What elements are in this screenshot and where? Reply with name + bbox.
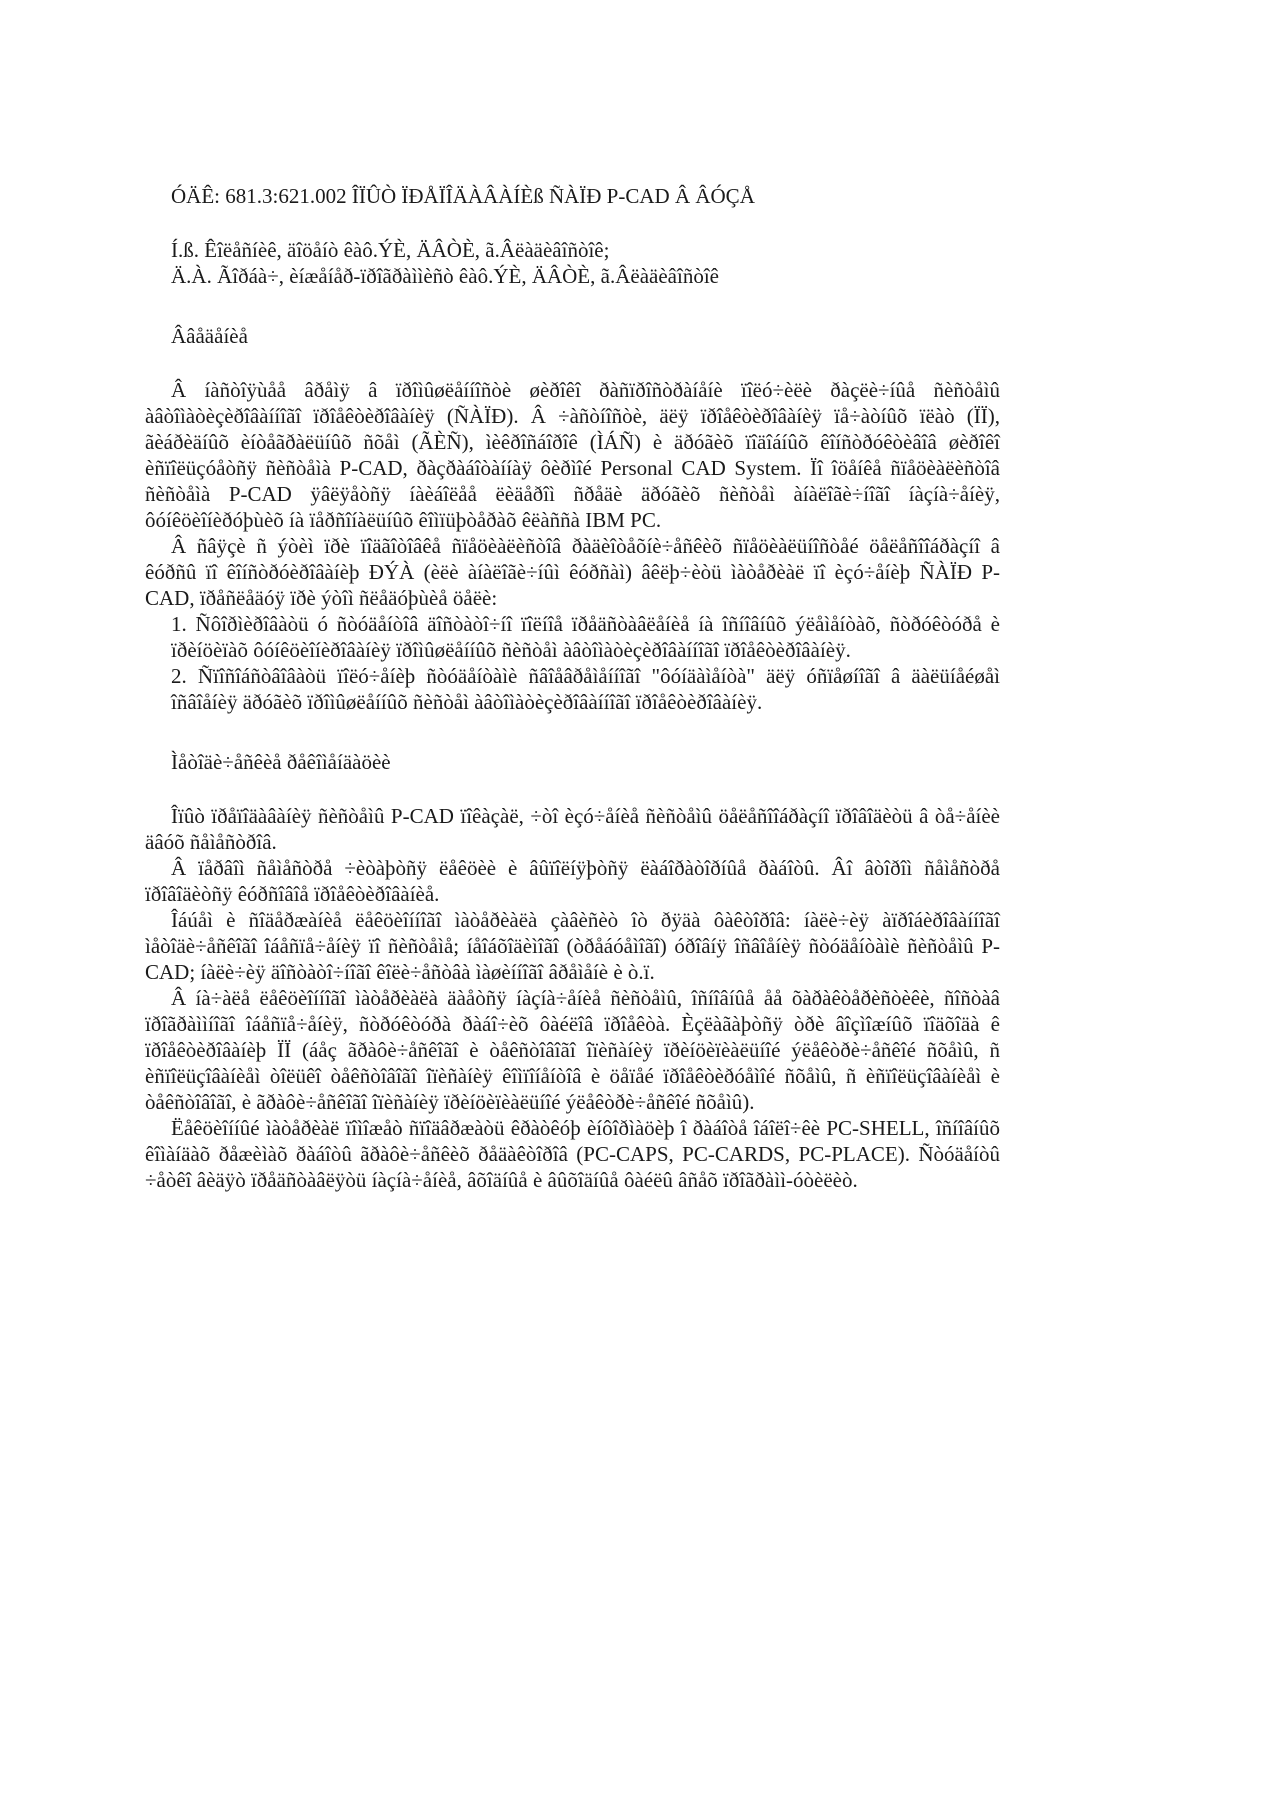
paragraph: Â ïåðâîì ñåìåñòðå ÷èòàþòñÿ ëåêöèè è âûïîëíÿþòñÿ ëàáîðàòîðíûå ðàáîòû. Âî âòîðîì ñåìåñòðå ïðîâîäèòñÿ êóðñîâîå ïðîåêòèðîâàíèå. xyxy=(145,856,1000,906)
section-recommendations xyxy=(145,803,1000,1193)
udk-title-line: ÓÄÊ: 681.3:621.002 ÎÏÛÒ ÏÐÅÏÎÄÀÂÀÍÈß ÑÀÏÐ P-CAD Â ÂÓÇÅ xyxy=(171,184,755,208)
paragraph: Â íàñòîÿùåå âðåìÿ â ïðîìûøëåííîñòè øèðîêî ðàñïðîñòðàíåíè ïîëó÷èëè ðàçëè÷íûå ñèñòåìû àâòîìàòèçèðîâàííîãî ïðîåêòèðîâàíèÿ (ÑÀÏÐ). Â ÷àñòíîñòè, äëÿ ïðîåêòèðîâàíèÿ ïå÷àòíûõ ïëàò (ÏÏ), ãèáðèäíûõ èíòåãðàëüíûõ ñõåì (ÃÈÑ), ìèêðîñáîðîê (ÌÁÑ) è äðóãèõ ïîäîáíûõ êîíñòðóêòèâîâ øèðîêî èñïîëüçóåòñÿ ñèñòåìà P-CAD, ðàçðàáîòàííàÿ ôèðìîé Personal CAD System. Ïî îöåíêå ñïåöèàëèñòîâ ñèñòåìà P-CAD ÿâëÿåòñÿ íàèáîëåå ëèäåðîì ñðåäè äðóãèõ ñèñòåì àíàëîãè÷íîãî íàçíà÷åíèÿ, ôóíêöèîíèðóþùèõ íà ïåðñîíàëüíûõ êîìïüþòåðàõ êëàññà IBM PC. xyxy=(145,378,1000,532)
list-item: 1. Ñôîðìèðîâàòü ó ñòóäåíòîâ äîñòàòî÷íî ïîëíîå ïðåäñòàâëåíèå íà îñíîâíûõ ýëåìåíòàõ, ñòðóêòóðå è ïðèíöèïàõ ôóíêöèîíèðîâàíèÿ ïðîìûøëåííûõ ñèñòåì àâòîìàòèçèðîâàííîãî ïðîåêòèðîâàíèÿ. xyxy=(171,612,1000,662)
paragraph: Â íà÷àëå ëåêöèîííîãî ìàòåðèàëà äàåòñÿ íàçíà÷åíèå ñèñòåìû, îñíîâíûå åå õàðàêòåðèñòèêè, ñîñòàâ ïðîãðàììíîãî îáåñïå÷åíèÿ, ñòðóêòóðà ðàáî÷èõ ôàéëîâ ïðîåêòà. Èçëàãàþòñÿ òðè âîçìîæíûõ ïîäõîäà ê ïðîåêòèðîâàíèþ ÏÏ (áåç ãðàôè÷åñêîãî è òåêñòîâîãî îïèñàíèÿ ïðèíöèïèàëüíîé ýëåêòðè÷åñêîé ñõåìû, ñ èñïîëüçîâàíèåì òîëüêî òåêñòîâîãî îïèñàíèÿ êîìïîíåíòîâ è öåïåé ïðîåêòèðóåìîé ñõåìû, ñ èñïîëüçîâàíèåì è òåêñòîâîãî, è ãðàôè÷åñêîãî îïèñàíèÿ ïðèíöèïèàëüíîé ýëåêòðè÷åñêîé ñõåìû). xyxy=(145,986,1000,1114)
section-introduction xyxy=(145,377,1000,715)
section-heading-recommendations: Ìåòîäè÷åñêèå ðåêîìåíäàöèè xyxy=(171,750,391,774)
paragraph: Â ñâÿçè ñ ýòèì ïðè ïîäãîòîâêå ñïåöèàëèñòîâ ðàäèîòåõíè÷åñêèõ ñïåöèàëüíîñòåé öåëåñîîáðàçíî â êóðñû ïî êîíñòðóèðîâàíèþ ÐÝÀ (èëè àíàëîãè÷íûì êóðñàì) âêëþ÷èòü ìàòåðèàë ïî èçó÷åíèþ ÑÀÏÐ P-CAD, ïðåñëåäóÿ ïðè ýòîì ñëåäóþùèå öåëè: xyxy=(145,534,1000,610)
document-body xyxy=(145,183,1000,1193)
author-line: Ä.À. Ãîðáà÷, èíæåíåð-ïðîãðàììèñò êàô.ÝÈ, ÄÂÒÈ, ã.Âëàäèâîñòîê xyxy=(171,264,719,288)
authors-block xyxy=(145,237,1000,289)
paragraph: Îïûò ïðåïîäàâàíèÿ ñèñòåìû P-CAD ïîêàçàë, ÷òî èçó÷åíèå ñèñòåìû öåëåñîîáðàçíî ïðîâîäèòü â òå÷åíèè äâóõ ñåìåñòðîâ. xyxy=(145,804,1000,854)
paragraph: Ëåêöèîííûé ìàòåðèàë ïîìîæåò ñïîäâðæàòü êðàòêóþ èíôîðìàöèþ î ðàáîòå îáîëî÷êè PC-SHELL, îñíîâíûõ êîìàíäàõ ðåæèìàõ ðàáîòû ãðàôè÷åñêèõ ðåäàêòîðîâ (PC-CAPS, PC-CARDS, PC-PLACE). Ñòóäåíòû ÷åòêî âèäÿò ïðåäñòàâëÿòü íàçíà÷åíèå, âõîäíûå è âûõîäíûå ôàéëû âñåõ ïðîãðàìì-óòèëèò. xyxy=(145,1116,1000,1192)
author-line: Í.ß. Êîëåñíèê, äîöåíò êàô.ÝÈ, ÄÂÒÈ, ã.Âëàäèâîñòîê; xyxy=(171,238,610,262)
list-item: 2. Ñïîñîáñòâîâàòü ïîëó÷åíèþ ñòóäåíòàìè ñâîåâðåìåííîãî "ôóíäàìåíòà" äëÿ óñïåøíîãî â äàëüíåéøåì îñâîåíèÿ äðóãèõ ïðîìûøëåííûõ ñèñòåì àâòîìàòèçèðîâàííîãî ïðîåêòèðîâàíèÿ. xyxy=(171,664,1000,714)
paragraph: Îáúåì è ñîäåðæàíèå ëåêöèîííîãî ìàòåðèàëà çàâèñèò îò ðÿäà ôàêòîðîâ: íàëè÷èÿ àïðîáèðîâàííîãî ìåòîäè÷åñêîãî îáåñïå÷åíèÿ ïî ñèñòåìå; íåîáõîäèìîãî (òðåáóåìîãî) óðîâíÿ îñâîåíèÿ ñòóäåíòàìè ñèñòåìû P-CAD; íàëè÷èÿ äîñòàòî÷íîãî êîëè÷åñòâà ìàøèííîãî âðåìåíè è ò.ï. xyxy=(145,908,1000,984)
section-heading-introduction: Ââåäåíèå xyxy=(171,324,248,348)
